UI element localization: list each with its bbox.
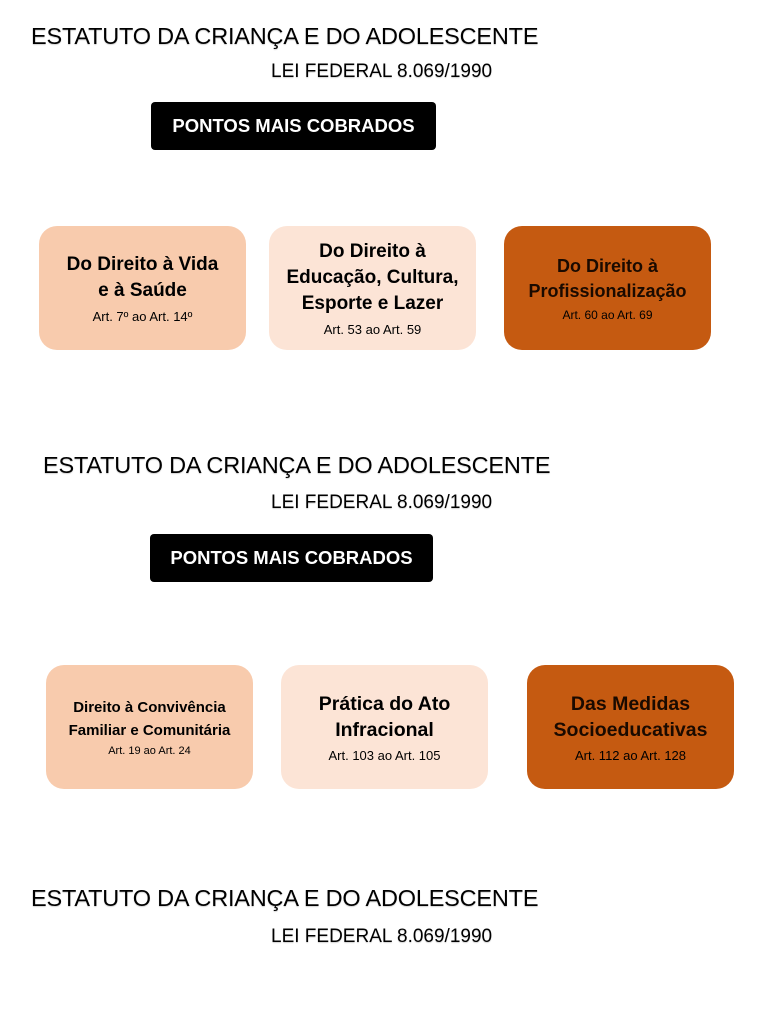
card-article-range: Art. 60 ao Art. 69: [562, 307, 653, 322]
card-heading: Direito à Convivência Familiar e Comunitária: [68, 699, 231, 739]
card-article-range: Art. 103 ao Art. 105: [328, 748, 441, 764]
card-convivencia-familiar: [46, 665, 253, 789]
section-3-subtitle: LEI FEDERAL 8.069/1990: [271, 926, 493, 947]
card-heading: Das Medidas Socioeducativas: [553, 692, 708, 741]
card-article-range: Art. 112 ao Art. 128: [574, 748, 687, 764]
section-3-title: ESTATUTO DA CRIANÇA E DO ADOLESCENTE: [31, 885, 539, 911]
section-1-subtitle: LEI FEDERAL 8.069/1990: [271, 61, 493, 82]
card-article-range: Art. 53 ao Art. 59: [323, 322, 422, 338]
card-heading: Do Direito à Profissionalização: [528, 256, 687, 301]
card-medidas-socioeducativas: [527, 665, 734, 789]
card-direito-vida-saude: [39, 226, 246, 350]
card-direito-educacao-cultura: [269, 226, 476, 350]
card-ato-infracional: [281, 665, 488, 789]
card-heading: Do Direito à Educação, Cultura, Esporte e Lazer: [286, 240, 459, 315]
card-direito-profissionalizacao: [504, 226, 711, 350]
section-1-badge: PONTOS MAIS COBRADOS: [151, 102, 436, 150]
section-2-subtitle: LEI FEDERAL 8.069/1990: [271, 492, 493, 513]
section-1-title: ESTATUTO DA CRIANÇA E DO ADOLESCENTE: [31, 23, 539, 49]
card-article-range: Art. 7º ao Art. 14º: [92, 308, 193, 324]
section-2-title: ESTATUTO DA CRIANÇA E DO ADOLESCENTE: [43, 452, 551, 478]
card-article-range: Art. 19 ao Art. 24: [108, 745, 191, 757]
card-heading: Prática do Ato Infracional: [318, 692, 451, 741]
section-2-badge: PONTOS MAIS COBRADOS: [150, 534, 433, 582]
card-heading: Do Direito à Vida e à Saúde: [66, 254, 219, 301]
